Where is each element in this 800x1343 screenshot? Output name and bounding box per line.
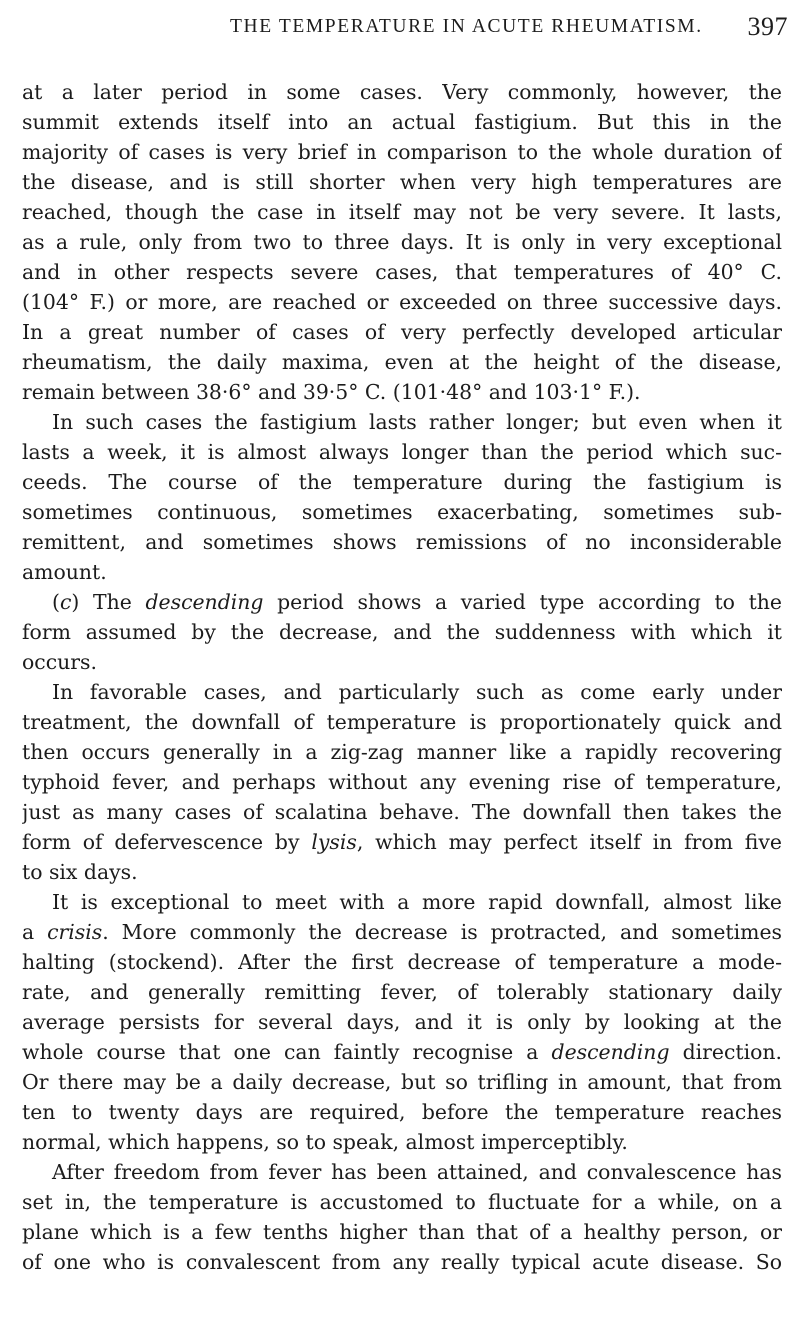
- text-line: to six days.: [22, 860, 138, 884]
- text-line: sometimes continuous, sometimes exacerbating, sometimes sub-: [22, 500, 782, 524]
- text-line: remittent, and sometimes shows remissions of no inconsiderable: [22, 530, 782, 554]
- text-line: In a great number of cases of very perfectly developed articular: [22, 320, 782, 344]
- text-line: occurs.: [22, 650, 97, 674]
- text-line: summit extends itself into an actual fastigium. But this in the: [22, 110, 782, 134]
- text-line: amount.: [22, 560, 107, 584]
- text-line: Or there may be a daily decrease, but so trifling in amount, that from: [22, 1070, 782, 1094]
- text-line: a crisis. More commonly the decrease is protracted, and sometimes: [22, 920, 782, 944]
- text-line: then occurs generally in a zig-zag manner like a rapidly recovering: [22, 740, 782, 764]
- text-line: ceeds. The course of the temperature during the fastigium is: [22, 470, 782, 494]
- text-line: the disease, and is still shorter when very high temperatures are: [22, 170, 782, 194]
- text-line: form of defervescence by lysis, which may perfect itself in from five: [22, 830, 782, 854]
- text-line: In favorable cases, and particularly such as come early under: [52, 680, 782, 704]
- text-line: lasts a week, it is almost always longer than the period which suc-: [22, 440, 782, 464]
- text-line: reached, though the case in itself may not be very severe. It lasts,: [22, 200, 782, 224]
- running-head-title: THE TEMPERATURE IN ACUTE RHEUMATISM.: [230, 16, 703, 37]
- text-line: (104° F.) or more, are reached or exceeded on three successive days.: [22, 290, 782, 314]
- text-line: treatment, the downfall of temperature is proportionately quick and: [22, 710, 782, 734]
- text-line: rheumatism, the daily maxima, even at the height of the disease,: [22, 350, 782, 374]
- text-line: rate, and generally remitting fever, of tolerably stationary daily: [22, 980, 782, 1004]
- text-line: After freedom from fever has been attained, and convalescence has: [52, 1160, 782, 1184]
- text-line: halting (stockend). After the first decrease of temperature a mode-: [22, 950, 782, 974]
- text-line: whole course that one can faintly recognise a descending direction.: [22, 1040, 782, 1064]
- text-line: ten to twenty days are required, before the temperature reaches: [22, 1100, 782, 1124]
- text-line: normal, which happens, so to speak, almost imperceptibly.: [22, 1130, 628, 1154]
- text-line: just as many cases of scalatina behave. The downfall then takes the: [22, 800, 782, 824]
- text-line: remain between 38·6° and 39·5° C. (101·48° and 103·1° F.).: [22, 380, 641, 404]
- text-line: In such cases the fastigium lasts rather longer; but even when it: [52, 410, 782, 434]
- text-line: majority of cases is very brief in comparison to the whole duration of: [22, 140, 782, 164]
- text-line: and in other respects severe cases, that temperatures of 40° C.: [22, 260, 782, 284]
- text-line: typhoid fever, and perhaps without any evening rise of temperature,: [22, 770, 782, 794]
- text-line: of one who is convalescent from any really typical acute disease. So: [22, 1250, 782, 1274]
- text-line: It is exceptional to meet with a more rapid downfall, almost like: [52, 890, 782, 914]
- page-number: 397: [747, 12, 788, 41]
- text-line: (c) The descending period shows a varied type according to the: [52, 590, 782, 614]
- text-line: set in, the temperature is accustomed to fluctuate for a while, on a: [22, 1190, 782, 1214]
- running-head: [230, 10, 798, 46]
- text-line: at a later period in some cases. Very commonly, however, the: [22, 80, 782, 104]
- text-line: average persists for several days, and it is only by looking at the: [22, 1010, 782, 1034]
- text-line: plane which is a few tenths higher than that of a healthy person, or: [22, 1220, 782, 1244]
- text-line: form assumed by the decrease, and the suddenness with which it: [22, 620, 782, 644]
- text-line: as a rule, only from two to three days. It is only in very exceptional: [22, 230, 782, 254]
- body-text: [22, 77, 782, 1277]
